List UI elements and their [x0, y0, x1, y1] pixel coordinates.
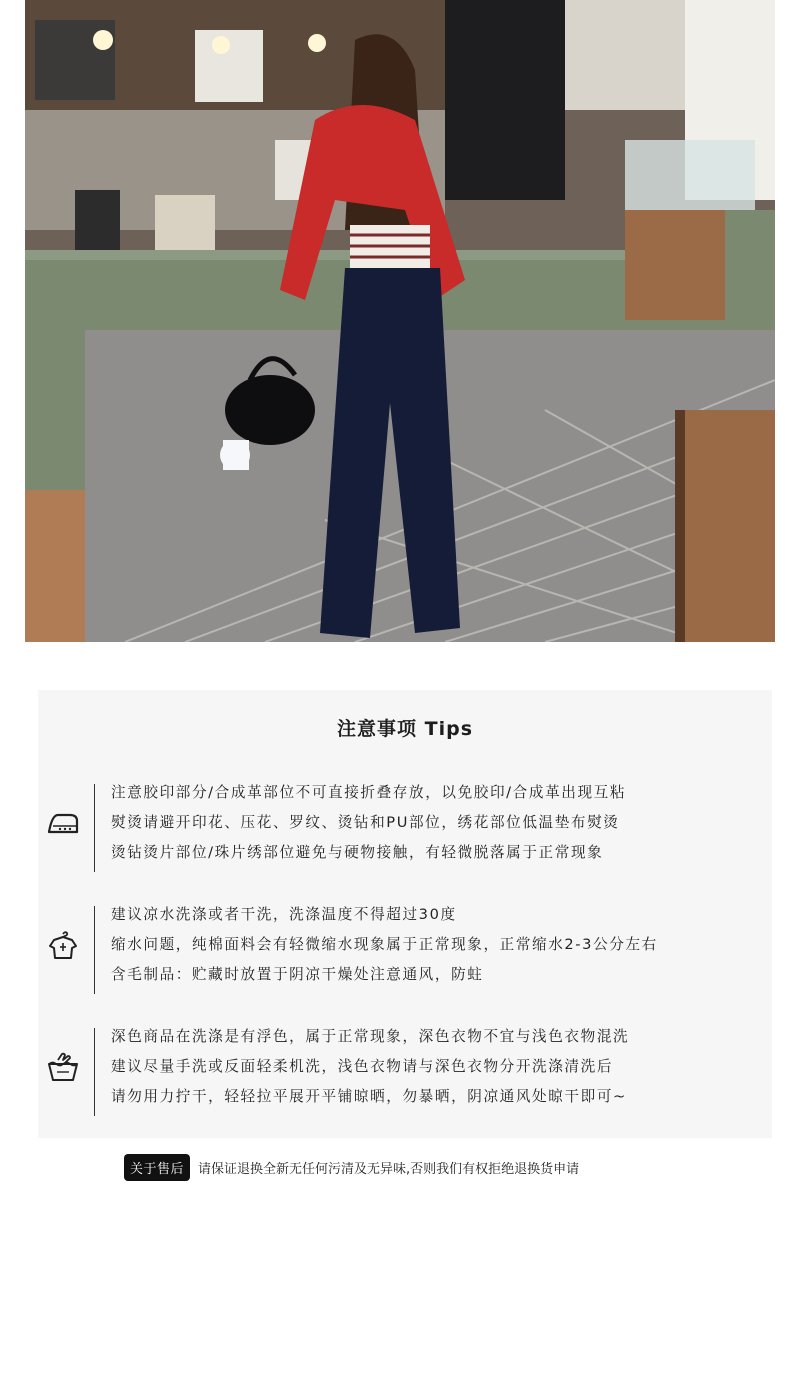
- tip-line: 注意胶印部分/合成革部位不可直接折叠存放，以免胶印/合成革出现互粘: [111, 784, 627, 801]
- tip-lines: [111, 778, 761, 868]
- aftersale-badge: 关于售后: [124, 1154, 190, 1181]
- tip-line: 含毛制品：贮藏时放置于阴凉干燥处注意通风，防蛀: [111, 966, 484, 983]
- product-photo: [25, 0, 775, 642]
- aftersale-text: 请保证退换全新无任何污清及无异味,否则我们有权拒绝退换货申请: [198, 1161, 580, 1177]
- tip-lines: [111, 1022, 761, 1112]
- tip-line: 烫钻烫片部位/珠片绣部位避免与硬物接触，有轻微脱落属于正常现象: [111, 844, 604, 861]
- tip-divider: [94, 906, 95, 994]
- tip-block-ironing: [38, 778, 772, 874]
- iron-icon: [46, 806, 80, 840]
- tip-lines: [111, 900, 761, 990]
- tip-line: 请勿用力拧干，轻轻拉平展开平铺晾晒，勿暴晒，阴凉通风处晾干即可~: [111, 1088, 627, 1105]
- tip-divider: [94, 784, 95, 872]
- hand-wash-icon: [46, 1050, 80, 1084]
- shirt-hanger-icon: [46, 928, 80, 962]
- tip-line: 深色商品在洗涤是有浮色，属于正常现象，深色衣物不宜与浅色衣物混洗: [111, 1028, 630, 1045]
- tip-block-washing: [38, 900, 772, 996]
- care-tips-card: [38, 690, 772, 1138]
- aftersale-notice: [124, 1153, 579, 1181]
- tip-line: 建议凉水洗涤或者干洗，洗涤温度不得超过30度: [111, 906, 457, 923]
- tip-divider: [94, 1028, 95, 1116]
- tip-line: 建议尽量手洗或反面轻柔机洗，浅色衣物请与深色衣物分开洗涤清洗后: [111, 1058, 614, 1075]
- tip-block-hand-wash: [38, 1022, 772, 1118]
- tip-line: 熨烫请避开印花、压花、罗纹、烫钻和PU部位，绣花部位低温垫布熨烫: [111, 814, 620, 831]
- tips-title: 注意事项 Tips: [337, 718, 473, 740]
- tip-line: 缩水问题，纯棉面料会有轻微缩水现象属于正常现象，正常缩水2-3公分左右: [111, 936, 658, 953]
